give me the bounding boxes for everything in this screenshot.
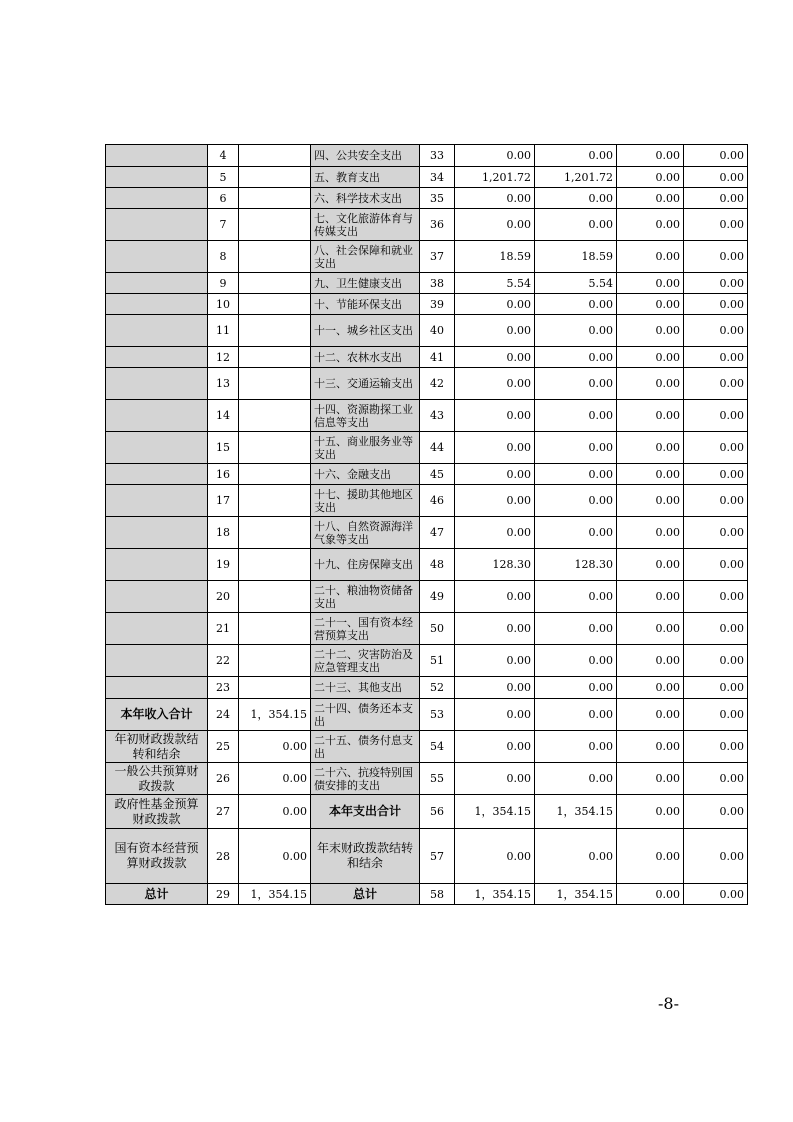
expense-state-capital: 0.00 <box>684 167 748 188</box>
expense-total: 0.00 <box>455 485 535 517</box>
expense-gov-fund: 0.00 <box>617 368 684 400</box>
expense-gov-fund: 0.00 <box>617 677 684 699</box>
expense-gov-fund: 0.00 <box>617 294 684 315</box>
table-row <box>106 347 748 368</box>
expense-gov-fund: 0.00 <box>617 549 684 581</box>
income-item-cell: 年初财政拨款结转和结余 <box>106 731 208 763</box>
expense-general-budget: 0.00 <box>535 145 617 167</box>
expense-gov-fund: 0.00 <box>617 400 684 432</box>
expense-total: 0.00 <box>455 613 535 645</box>
table-row <box>106 315 748 347</box>
expense-item-cell: 年末财政拨款结转和结余 <box>311 829 420 884</box>
table-row <box>106 645 748 677</box>
expense-total: 0.00 <box>455 581 535 613</box>
expense-total: 0.00 <box>455 432 535 464</box>
income-line-number: 23 <box>208 677 239 699</box>
expense-general-budget: 0.00 <box>535 645 617 677</box>
income-line-number: 22 <box>208 645 239 677</box>
income-line-number: 5 <box>208 167 239 188</box>
expense-state-capital: 0.00 <box>684 581 748 613</box>
income-amount: 1，354.15 <box>239 699 311 731</box>
expense-line-number: 41 <box>420 347 455 368</box>
income-amount <box>239 517 311 549</box>
income-line-number: 21 <box>208 613 239 645</box>
income-item-cell <box>106 294 208 315</box>
income-amount <box>239 294 311 315</box>
expense-gov-fund: 0.00 <box>617 581 684 613</box>
income-line-number: 25 <box>208 731 239 763</box>
expense-total: 1,201.72 <box>455 167 535 188</box>
income-line-number: 9 <box>208 273 239 294</box>
expense-line-number: 39 <box>420 294 455 315</box>
expense-item-cell: 二十二、灾害防治及应急管理支出 <box>311 645 420 677</box>
income-item-cell: 国有资本经营预算财政拨款 <box>106 829 208 884</box>
expense-line-number: 36 <box>420 209 455 241</box>
expense-gov-fund: 0.00 <box>617 517 684 549</box>
expense-gov-fund: 0.00 <box>617 188 684 209</box>
expense-line-number: 49 <box>420 581 455 613</box>
expense-total: 0.00 <box>455 731 535 763</box>
income-item-cell: 一般公共预算财政拨款 <box>106 763 208 795</box>
expense-general-budget: 1，354.15 <box>535 884 617 905</box>
expense-gov-fund: 0.00 <box>617 699 684 731</box>
table-row <box>106 763 748 795</box>
income-item-cell <box>106 549 208 581</box>
expense-total: 1，354.15 <box>455 884 535 905</box>
expense-general-budget: 0.00 <box>535 294 617 315</box>
expense-line-number: 35 <box>420 188 455 209</box>
expense-state-capital: 0.00 <box>684 677 748 699</box>
expense-item-cell: 十六、金融支出 <box>311 464 420 485</box>
expense-state-capital: 0.00 <box>684 347 748 368</box>
table-row <box>106 400 748 432</box>
expense-state-capital: 0.00 <box>684 731 748 763</box>
expense-general-budget: 1,201.72 <box>535 167 617 188</box>
expense-item-cell: 七、文化旅游体育与传媒支出 <box>311 209 420 241</box>
expense-item-cell: 二十三、其他支出 <box>311 677 420 699</box>
expense-line-number: 44 <box>420 432 455 464</box>
expense-gov-fund: 0.00 <box>617 145 684 167</box>
income-amount: 0.00 <box>239 795 311 829</box>
income-amount <box>239 145 311 167</box>
income-line-number: 7 <box>208 209 239 241</box>
income-line-number: 26 <box>208 763 239 795</box>
table-row <box>106 209 748 241</box>
table-row <box>106 829 748 884</box>
expense-state-capital: 0.00 <box>684 549 748 581</box>
expense-item-cell: 二十一、国有资本经营预算支出 <box>311 613 420 645</box>
expense-state-capital: 0.00 <box>684 645 748 677</box>
income-amount <box>239 613 311 645</box>
expense-total: 0.00 <box>455 347 535 368</box>
expense-total: 0.00 <box>455 368 535 400</box>
expense-total: 0.00 <box>455 517 535 549</box>
table-row <box>106 188 748 209</box>
expense-line-number: 38 <box>420 273 455 294</box>
income-item-cell <box>106 188 208 209</box>
table-row <box>106 795 748 829</box>
table-row <box>106 241 748 273</box>
income-amount <box>239 368 311 400</box>
expense-general-budget: 5.54 <box>535 273 617 294</box>
expense-line-number: 37 <box>420 241 455 273</box>
expense-item-cell: 十四、资源勘探工业信息等支出 <box>311 400 420 432</box>
expense-total: 0.00 <box>455 699 535 731</box>
income-item-cell <box>106 464 208 485</box>
expense-gov-fund: 0.00 <box>617 241 684 273</box>
income-amount: 0.00 <box>239 763 311 795</box>
expense-total: 0.00 <box>455 400 535 432</box>
income-item-cell <box>106 581 208 613</box>
income-item-cell <box>106 368 208 400</box>
table-row <box>106 368 748 400</box>
income-line-number: 14 <box>208 400 239 432</box>
budget-table <box>105 144 748 905</box>
expense-state-capital: 0.00 <box>684 294 748 315</box>
table-row <box>106 613 748 645</box>
expense-item-cell: 二十、粮油物资储备支出 <box>311 581 420 613</box>
expense-total: 1，354.15 <box>455 795 535 829</box>
income-line-number: 13 <box>208 368 239 400</box>
expense-gov-fund: 0.00 <box>617 432 684 464</box>
expense-gov-fund: 0.00 <box>617 731 684 763</box>
expense-state-capital: 0.00 <box>684 368 748 400</box>
income-item-cell: 政府性基金预算财政拨款 <box>106 795 208 829</box>
expense-gov-fund: 0.00 <box>617 645 684 677</box>
expense-line-number: 40 <box>420 315 455 347</box>
table-row <box>106 549 748 581</box>
expense-total: 0.00 <box>455 829 535 884</box>
expense-state-capital: 0.00 <box>684 829 748 884</box>
expense-line-number: 50 <box>420 613 455 645</box>
expense-line-number: 56 <box>420 795 455 829</box>
expense-general-budget: 0.00 <box>535 731 617 763</box>
expense-general-budget: 0.00 <box>535 464 617 485</box>
income-line-number: 8 <box>208 241 239 273</box>
table-row <box>106 517 748 549</box>
expense-gov-fund: 0.00 <box>617 613 684 645</box>
income-amount <box>239 677 311 699</box>
income-line-number: 10 <box>208 294 239 315</box>
income-item-cell <box>106 613 208 645</box>
expense-line-number: 54 <box>420 731 455 763</box>
income-line-number: 4 <box>208 145 239 167</box>
expense-general-budget: 0.00 <box>535 763 617 795</box>
expense-item-cell: 二十六、抗疫特别国债安排的支出 <box>311 763 420 795</box>
expense-total: 0.00 <box>455 188 535 209</box>
income-item-cell <box>106 273 208 294</box>
expense-item-cell: 二十四、债务还本支出 <box>311 699 420 731</box>
page-number: -8- <box>658 994 679 1013</box>
income-amount: 0.00 <box>239 731 311 763</box>
expense-state-capital: 0.00 <box>684 699 748 731</box>
expense-general-budget: 0.00 <box>535 677 617 699</box>
income-amount <box>239 485 311 517</box>
income-amount: 0.00 <box>239 829 311 884</box>
income-amount <box>239 464 311 485</box>
table-row <box>106 677 748 699</box>
expense-item-cell: 十八、自然资源海洋气象等支出 <box>311 517 420 549</box>
expense-line-number: 53 <box>420 699 455 731</box>
expense-gov-fund: 0.00 <box>617 829 684 884</box>
expense-state-capital: 0.00 <box>684 432 748 464</box>
income-item-cell <box>106 485 208 517</box>
expense-total: 18.59 <box>455 241 535 273</box>
expense-total: 5.54 <box>455 273 535 294</box>
expense-general-budget: 0.00 <box>535 829 617 884</box>
expense-general-budget: 0.00 <box>535 517 617 549</box>
expense-gov-fund: 0.00 <box>617 485 684 517</box>
table-row <box>106 464 748 485</box>
expense-item-cell: 十、节能环保支出 <box>311 294 420 315</box>
expense-general-budget: 0.00 <box>535 432 617 464</box>
expense-item-cell: 十七、援助其他地区支出 <box>311 485 420 517</box>
expense-state-capital: 0.00 <box>684 188 748 209</box>
income-amount <box>239 241 311 273</box>
expense-state-capital: 0.00 <box>684 613 748 645</box>
expense-total: 0.00 <box>455 294 535 315</box>
expense-state-capital: 0.00 <box>684 209 748 241</box>
expense-total: 0.00 <box>455 464 535 485</box>
income-line-number: 20 <box>208 581 239 613</box>
income-amount: 1，354.15 <box>239 884 311 905</box>
income-line-number: 6 <box>208 188 239 209</box>
expense-general-budget: 0.00 <box>535 188 617 209</box>
expense-general-budget: 1，354.15 <box>535 795 617 829</box>
table-row <box>106 432 748 464</box>
expense-total: 0.00 <box>455 315 535 347</box>
expense-state-capital: 0.00 <box>684 795 748 829</box>
income-item-cell <box>106 209 208 241</box>
expense-total: 0.00 <box>455 645 535 677</box>
expense-state-capital: 0.00 <box>684 145 748 167</box>
table-row <box>106 294 748 315</box>
expense-gov-fund: 0.00 <box>617 273 684 294</box>
expense-total: 0.00 <box>455 209 535 241</box>
income-amount <box>239 209 311 241</box>
expense-item-cell: 总计 <box>311 884 420 905</box>
expense-state-capital: 0.00 <box>684 241 748 273</box>
expense-gov-fund: 0.00 <box>617 795 684 829</box>
expense-item-cell: 二十五、债务付息支出 <box>311 731 420 763</box>
expense-gov-fund: 0.00 <box>617 464 684 485</box>
expense-state-capital: 0.00 <box>684 464 748 485</box>
expense-state-capital: 0.00 <box>684 517 748 549</box>
expense-general-budget: 0.00 <box>535 347 617 368</box>
expense-total: 0.00 <box>455 677 535 699</box>
income-item-cell <box>106 400 208 432</box>
income-line-number: 19 <box>208 549 239 581</box>
table-row <box>106 884 748 905</box>
expense-general-budget: 128.30 <box>535 549 617 581</box>
income-amount <box>239 273 311 294</box>
expense-item-cell: 本年支出合计 <box>311 795 420 829</box>
expense-state-capital: 0.00 <box>684 485 748 517</box>
expense-line-number: 57 <box>420 829 455 884</box>
expense-state-capital: 0.00 <box>684 763 748 795</box>
income-item-cell <box>106 145 208 167</box>
income-amount <box>239 645 311 677</box>
expense-gov-fund: 0.00 <box>617 884 684 905</box>
income-line-number: 12 <box>208 347 239 368</box>
income-item-cell <box>106 517 208 549</box>
income-item-cell <box>106 347 208 368</box>
expense-item-cell: 五、教育支出 <box>311 167 420 188</box>
expense-item-cell: 十二、农林水支出 <box>311 347 420 368</box>
expense-total: 128.30 <box>455 549 535 581</box>
income-item-cell <box>106 241 208 273</box>
income-amount <box>239 188 311 209</box>
expense-general-budget: 18.59 <box>535 241 617 273</box>
income-amount <box>239 581 311 613</box>
expense-line-number: 34 <box>420 167 455 188</box>
income-line-number: 29 <box>208 884 239 905</box>
expense-gov-fund: 0.00 <box>617 209 684 241</box>
income-item-cell: 总计 <box>106 884 208 905</box>
expense-state-capital: 0.00 <box>684 273 748 294</box>
table-row <box>106 145 748 167</box>
income-item-cell <box>106 167 208 188</box>
expense-general-budget: 0.00 <box>535 315 617 347</box>
expense-state-capital: 0.00 <box>684 400 748 432</box>
expense-line-number: 33 <box>420 145 455 167</box>
income-item-cell: 本年收入合计 <box>106 699 208 731</box>
income-line-number: 27 <box>208 795 239 829</box>
expense-general-budget: 0.00 <box>535 485 617 517</box>
income-line-number: 11 <box>208 315 239 347</box>
table-row <box>106 699 748 731</box>
expense-line-number: 58 <box>420 884 455 905</box>
expense-item-cell: 十九、住房保障支出 <box>311 549 420 581</box>
expense-item-cell: 四、公共安全支出 <box>311 145 420 167</box>
table-row <box>106 273 748 294</box>
income-amount <box>239 400 311 432</box>
table-row <box>106 581 748 613</box>
income-line-number: 16 <box>208 464 239 485</box>
expense-line-number: 43 <box>420 400 455 432</box>
income-amount <box>239 549 311 581</box>
expense-general-budget: 0.00 <box>535 209 617 241</box>
expense-line-number: 46 <box>420 485 455 517</box>
income-amount <box>239 432 311 464</box>
income-amount <box>239 347 311 368</box>
expense-item-cell: 十一、城乡社区支出 <box>311 315 420 347</box>
expense-line-number: 51 <box>420 645 455 677</box>
expense-item-cell: 六、科学技术支出 <box>311 188 420 209</box>
income-amount <box>239 167 311 188</box>
expense-state-capital: 0.00 <box>684 884 748 905</box>
income-line-number: 18 <box>208 517 239 549</box>
expense-general-budget: 0.00 <box>535 699 617 731</box>
expense-general-budget: 0.00 <box>535 400 617 432</box>
income-item-cell <box>106 315 208 347</box>
income-line-number: 17 <box>208 485 239 517</box>
expense-item-cell: 九、卫生健康支出 <box>311 273 420 294</box>
expense-state-capital: 0.00 <box>684 315 748 347</box>
income-item-cell <box>106 645 208 677</box>
expense-general-budget: 0.00 <box>535 368 617 400</box>
expense-line-number: 52 <box>420 677 455 699</box>
expense-line-number: 42 <box>420 368 455 400</box>
income-line-number: 28 <box>208 829 239 884</box>
table-body <box>106 145 748 905</box>
expense-item-cell: 十三、交通运输支出 <box>311 368 420 400</box>
expense-total: 0.00 <box>455 145 535 167</box>
table-row <box>106 485 748 517</box>
expense-general-budget: 0.00 <box>535 613 617 645</box>
expense-total: 0.00 <box>455 763 535 795</box>
income-item-cell <box>106 677 208 699</box>
expense-line-number: 47 <box>420 517 455 549</box>
expense-gov-fund: 0.00 <box>617 763 684 795</box>
income-line-number: 15 <box>208 432 239 464</box>
income-amount <box>239 315 311 347</box>
income-line-number: 24 <box>208 699 239 731</box>
expense-line-number: 48 <box>420 549 455 581</box>
expense-gov-fund: 0.00 <box>617 167 684 188</box>
income-item-cell <box>106 432 208 464</box>
table-row <box>106 731 748 763</box>
expense-line-number: 55 <box>420 763 455 795</box>
expense-general-budget: 0.00 <box>535 581 617 613</box>
expense-item-cell: 十五、商业服务业等支出 <box>311 432 420 464</box>
expense-gov-fund: 0.00 <box>617 347 684 368</box>
expense-item-cell: 八、社会保障和就业支出 <box>311 241 420 273</box>
expense-gov-fund: 0.00 <box>617 315 684 347</box>
table-row <box>106 167 748 188</box>
expense-line-number: 45 <box>420 464 455 485</box>
